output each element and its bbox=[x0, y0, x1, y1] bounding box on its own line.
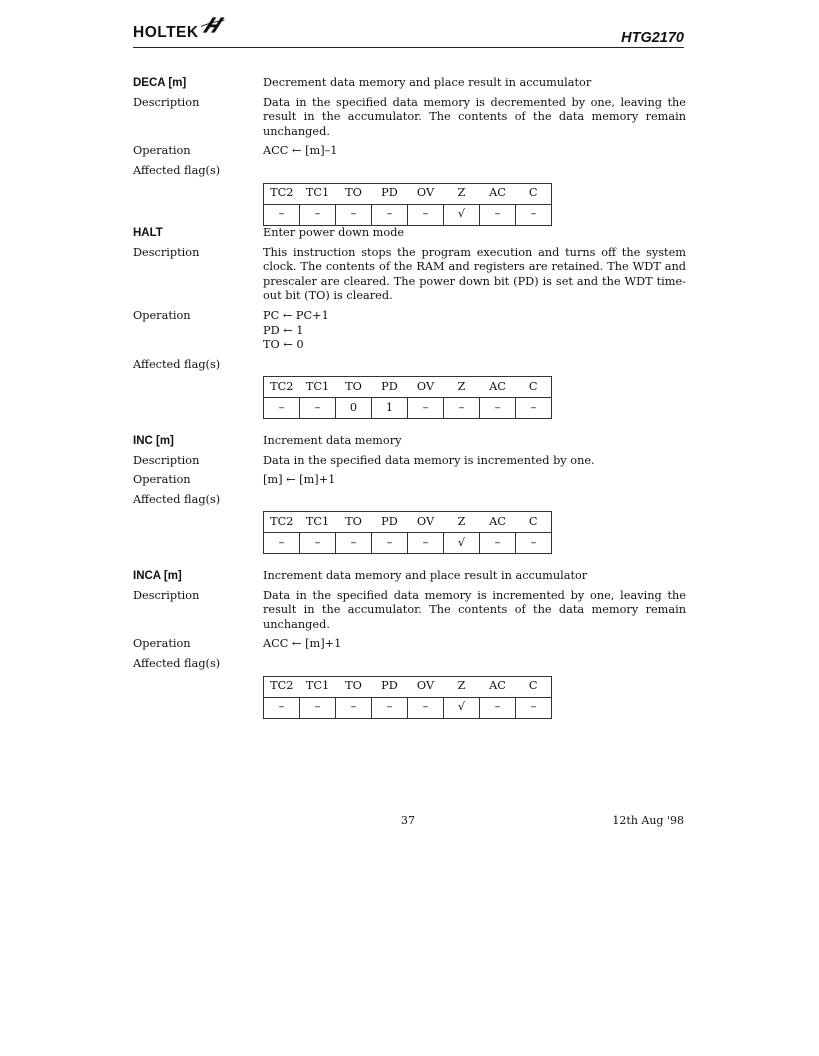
instruction-summary: Increment data memory and place result in accumulator bbox=[263, 569, 588, 582]
operation-label: Operation bbox=[133, 308, 191, 322]
flag-value: – bbox=[336, 697, 372, 718]
flags-table bbox=[263, 376, 552, 419]
flag-name: C bbox=[516, 183, 552, 204]
operation-line: PD ← 1 bbox=[263, 323, 304, 337]
header-rule bbox=[133, 47, 684, 48]
operation-text bbox=[263, 473, 686, 488]
operation-text bbox=[263, 309, 686, 353]
flag-value: – bbox=[336, 204, 372, 225]
flag-name: TC1 bbox=[300, 377, 336, 398]
flag-value: √ bbox=[444, 533, 480, 554]
instruction-inc bbox=[133, 434, 686, 554]
flag-name: TO bbox=[336, 676, 372, 697]
flags-label: Affected flag(s) bbox=[133, 492, 221, 506]
operation-label: Operation bbox=[133, 473, 191, 487]
flag-value: – bbox=[336, 533, 372, 554]
flag-name: PD bbox=[372, 377, 408, 398]
flag-value: – bbox=[480, 204, 516, 225]
flag-name: TO bbox=[336, 183, 372, 204]
instruction-summary: Enter power down mode bbox=[263, 226, 405, 239]
flag-value: – bbox=[372, 204, 408, 225]
flags-label: Affected flag(s) bbox=[133, 357, 221, 371]
instruction-mnemonic: INC [m] bbox=[133, 435, 174, 447]
flag-value: – bbox=[408, 697, 444, 718]
flag-value: 1 bbox=[372, 398, 408, 419]
flag-name: PD bbox=[372, 676, 408, 697]
instruction-mnemonic: HALT bbox=[133, 227, 163, 239]
flags-label: Affected flag(s) bbox=[133, 163, 221, 177]
instruction-summary: Increment data memory bbox=[263, 434, 402, 447]
operation-line: ACC ← [m]–1 bbox=[263, 144, 338, 158]
flag-name: TC2 bbox=[264, 512, 300, 533]
flag-value: – bbox=[264, 204, 300, 225]
flag-name: TC1 bbox=[300, 183, 336, 204]
instruction-summary: Decrement data memory and place result in accumulator bbox=[263, 76, 592, 89]
instruction-deca bbox=[133, 76, 686, 226]
operation-line: [m] ← [m]+1 bbox=[263, 473, 336, 487]
flag-name: C bbox=[516, 377, 552, 398]
flag-value: – bbox=[372, 533, 408, 554]
flag-name: TC1 bbox=[300, 512, 336, 533]
operation-text bbox=[263, 637, 686, 652]
flag-value: – bbox=[264, 398, 300, 419]
flag-value: √ bbox=[444, 697, 480, 718]
description-label: Description bbox=[133, 453, 200, 467]
flag-value: – bbox=[516, 697, 552, 718]
flag-value: – bbox=[516, 204, 552, 225]
flag-name: TC2 bbox=[264, 377, 300, 398]
flags-label: Affected flag(s) bbox=[133, 656, 221, 670]
flag-value: – bbox=[516, 533, 552, 554]
flag-name: OV bbox=[408, 512, 444, 533]
flag-value: – bbox=[480, 533, 516, 554]
description-label: Description bbox=[133, 95, 200, 109]
flag-name: AC bbox=[480, 183, 516, 204]
flags-table bbox=[263, 183, 552, 226]
flag-value: – bbox=[480, 697, 516, 718]
flag-name: TO bbox=[336, 377, 372, 398]
flag-value: – bbox=[300, 398, 336, 419]
flag-name: C bbox=[516, 676, 552, 697]
flag-value: – bbox=[480, 398, 516, 419]
flag-value: – bbox=[264, 697, 300, 718]
flag-value: – bbox=[408, 204, 444, 225]
flag-value: 0 bbox=[336, 398, 372, 419]
flag-name: OV bbox=[408, 183, 444, 204]
flag-name: TO bbox=[336, 512, 372, 533]
operation-label: Operation bbox=[133, 144, 191, 158]
flag-value: – bbox=[408, 533, 444, 554]
flag-name: Z bbox=[444, 676, 480, 697]
description-label: Description bbox=[133, 588, 200, 602]
flag-value: – bbox=[444, 398, 480, 419]
flag-value: – bbox=[300, 697, 336, 718]
document-date: 12th Aug '98 bbox=[612, 814, 684, 827]
brand-name: HOLTEK bbox=[133, 24, 199, 41]
flag-name: Z bbox=[444, 512, 480, 533]
flag-name: PD bbox=[372, 512, 408, 533]
operation-line: TO ← 0 bbox=[263, 338, 304, 352]
flag-name: OV bbox=[408, 676, 444, 697]
flag-value: – bbox=[408, 398, 444, 419]
instruction-inca bbox=[133, 569, 686, 719]
flag-value: √ bbox=[444, 204, 480, 225]
flag-name: Z bbox=[444, 183, 480, 204]
flag-name: AC bbox=[480, 377, 516, 398]
part-number: HTG2170 bbox=[621, 30, 684, 46]
description-text: This instruction stops the program execution and turns off the system clock. The contents of the RAM and registers are retained. The WDT and prescaler are cleared. The power down bit (PD) is set and the WDT time-out bit (TO) is cleared. bbox=[263, 245, 686, 303]
description-label: Description bbox=[133, 245, 200, 259]
flag-name: TC1 bbox=[300, 676, 336, 697]
flag-name: AC bbox=[480, 512, 516, 533]
flag-name: PD bbox=[372, 183, 408, 204]
flag-value: – bbox=[516, 398, 552, 419]
flag-name: TC2 bbox=[264, 676, 300, 697]
description-text: Data in the specified data memory is incremented by one, leaving the result in the accumulator. The contents of the data memory remain unchanged. bbox=[263, 588, 686, 631]
operation-line: PC ← PC+1 bbox=[263, 308, 329, 322]
flag-value: – bbox=[300, 533, 336, 554]
flags-table bbox=[263, 676, 552, 719]
instruction-mnemonic: INCA [m] bbox=[133, 570, 182, 582]
flag-value: – bbox=[372, 697, 408, 718]
description-text: Data in the specified data memory is decremented by one, leaving the result in the accumulator. The contents of the data memory remain unchanged. bbox=[263, 95, 686, 138]
flag-name: Z bbox=[444, 377, 480, 398]
page-number: 37 bbox=[401, 814, 415, 827]
operation-line: ACC ← [m]+1 bbox=[263, 637, 342, 651]
instruction-mnemonic: DECA [m] bbox=[133, 77, 187, 89]
flag-value: – bbox=[264, 533, 300, 554]
instruction-halt bbox=[133, 226, 686, 419]
page-header bbox=[133, 0, 684, 50]
holtek-logo-icon bbox=[201, 2, 257, 48]
description-text: Data in the specified data memory is incremented by one. bbox=[263, 453, 595, 467]
flag-name: TC2 bbox=[264, 183, 300, 204]
flag-value: – bbox=[300, 204, 336, 225]
flags-table bbox=[263, 511, 552, 554]
flag-name: C bbox=[516, 512, 552, 533]
flag-name: OV bbox=[408, 377, 444, 398]
operation-label: Operation bbox=[133, 637, 191, 651]
operation-text bbox=[263, 144, 686, 159]
flag-name: AC bbox=[480, 676, 516, 697]
